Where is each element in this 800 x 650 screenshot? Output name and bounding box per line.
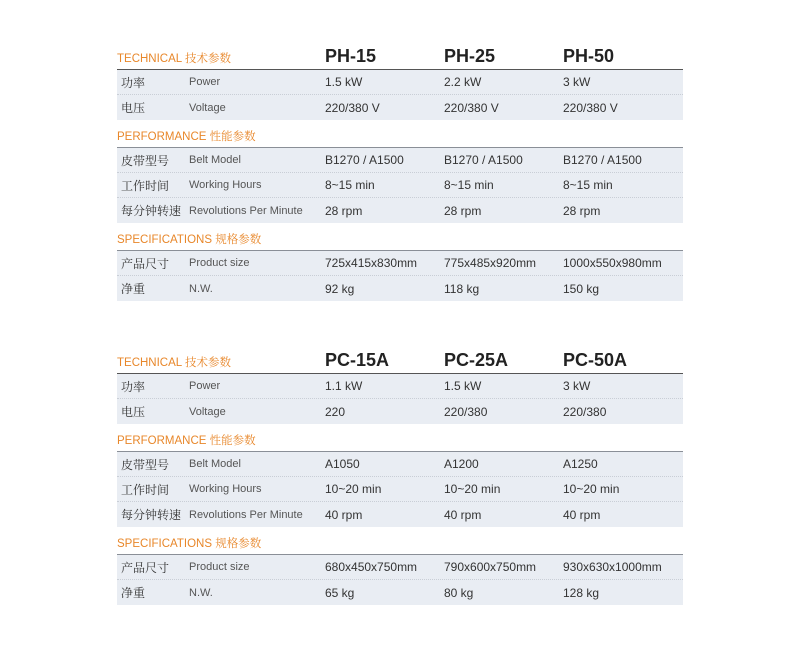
table-row (117, 198, 683, 223)
param-name-en: Belt Model (189, 458, 241, 470)
param-value: 118 kg (444, 281, 480, 296)
param-value: 220/380 (444, 404, 488, 419)
param-name-en: Working Hours (189, 483, 262, 495)
section-header-performance (117, 424, 683, 452)
param-value: 1000x550x980mm (563, 256, 662, 270)
section-title-performance: PERFORMANCE 性能参数 (117, 131, 256, 143)
table-row (117, 276, 683, 301)
table-row (117, 580, 683, 605)
param-name-zh: 工作时间 (121, 178, 170, 193)
param-value: 92 kg (325, 281, 355, 296)
param-value: B1270 / A1500 (563, 153, 642, 167)
param-name-zh: 功率 (121, 379, 146, 394)
param-name-en: Working Hours (189, 179, 262, 191)
param-name-en: Product size (189, 561, 250, 573)
param-name-en: Belt Model (189, 154, 241, 166)
param-value: 220/380 V (444, 100, 499, 115)
table-row (117, 374, 683, 399)
param-name-en: Revolutions Per Minute (189, 204, 303, 217)
param-name-en: Voltage (189, 101, 226, 114)
param-name-zh: 产品尺寸 (121, 560, 170, 575)
param-value: 10~20 min (444, 482, 501, 496)
param-value: 40 rpm (325, 507, 363, 522)
param-value: 725x415x830mm (325, 256, 418, 270)
param-value: 3 kW (563, 379, 591, 393)
param-value: 28 rpm (325, 203, 363, 218)
param-value: 220/380 (563, 404, 607, 419)
spec-table-pc-series (117, 346, 683, 605)
param-value: 8~15 min (563, 178, 613, 192)
param-name-en: Voltage (189, 405, 226, 418)
param-value: 2.2 kW (444, 75, 482, 89)
param-name-en: Power (189, 76, 221, 88)
param-name-zh: 净重 (121, 282, 146, 296)
param-name-zh: 净重 (121, 586, 146, 600)
param-value: 28 rpm (563, 203, 601, 218)
table-row (117, 70, 683, 95)
table-header (117, 346, 683, 374)
param-name-en: Product size (189, 257, 250, 269)
model-name: PH-15 (325, 46, 377, 66)
table-row (117, 555, 683, 580)
spec-table-ph-series (117, 42, 683, 301)
param-value: 10~20 min (563, 482, 620, 496)
param-value: 220/380 V (325, 100, 380, 115)
param-name-zh: 功率 (121, 75, 146, 90)
param-value: 930x630x1000mm (563, 560, 662, 574)
param-name-zh: 每分钟转速 (121, 204, 182, 218)
table-row (117, 148, 683, 173)
param-value: 1.5 kW (325, 75, 363, 89)
param-value: 1.1 kW (325, 379, 363, 393)
param-name-en: N.W. (189, 282, 213, 295)
param-name-en: Power (189, 380, 221, 392)
section-title-technical: TECHNICAL 技术参数 (117, 357, 231, 369)
section-title-performance: PERFORMANCE 性能参数 (117, 435, 256, 447)
param-value: 220 (325, 404, 346, 419)
model-name: PC-25A (444, 350, 509, 370)
table-row (117, 452, 683, 477)
table-row (117, 502, 683, 527)
param-value: 10~20 min (325, 482, 382, 496)
param-value: 128 kg (563, 585, 600, 600)
section-title-specifications: SPECIFICATIONS 规格参数 (117, 234, 262, 246)
param-value: 8~15 min (325, 178, 375, 192)
param-name-zh: 电压 (121, 101, 146, 115)
table-row (117, 173, 683, 198)
param-value: 3 kW (563, 75, 591, 89)
section-header-performance (117, 120, 683, 148)
param-value: A1050 (325, 457, 360, 471)
section-header-specifications (117, 223, 683, 251)
table-row (117, 399, 683, 424)
param-value: 150 kg (563, 281, 600, 296)
param-value: 680x450x750mm (325, 560, 418, 574)
param-name-en: Revolutions Per Minute (189, 508, 303, 521)
param-name-zh: 工作时间 (121, 482, 170, 497)
param-value: B1270 / A1500 (325, 153, 404, 167)
param-value: 8~15 min (444, 178, 494, 192)
model-name: PC-50A (563, 350, 628, 370)
table-header (117, 42, 683, 70)
param-value: 790x600x750mm (444, 560, 537, 574)
table-row (117, 95, 683, 120)
param-value: 40 rpm (444, 507, 482, 522)
section-title-specifications: SPECIFICATIONS 规格参数 (117, 538, 262, 550)
param-name-zh: 电压 (121, 405, 146, 419)
table-row (117, 477, 683, 502)
param-name-zh: 每分钟转速 (121, 508, 182, 522)
param-value: B1270 / A1500 (444, 153, 523, 167)
param-name-en: N.W. (189, 586, 213, 599)
param-name-zh: 产品尺寸 (121, 256, 170, 271)
table-row (117, 251, 683, 276)
param-value: 1.5 kW (444, 379, 482, 393)
section-header-specifications (117, 527, 683, 555)
param-name-zh: 皮带型号 (121, 457, 170, 472)
param-value: 65 kg (325, 585, 355, 600)
model-name: PC-15A (325, 350, 390, 370)
model-name: PH-25 (444, 46, 496, 66)
param-value: 80 kg (444, 585, 474, 600)
param-value: 28 rpm (444, 203, 482, 218)
param-value: A1250 (563, 457, 598, 471)
model-name: PH-50 (563, 46, 615, 66)
param-value: 220/380 V (563, 100, 618, 115)
param-value: A1200 (444, 457, 479, 471)
param-name-zh: 皮带型号 (121, 153, 170, 168)
param-value: 40 rpm (563, 507, 601, 522)
section-title-technical: TECHNICAL 技术参数 (117, 53, 231, 65)
param-value: 775x485x920mm (444, 256, 537, 270)
